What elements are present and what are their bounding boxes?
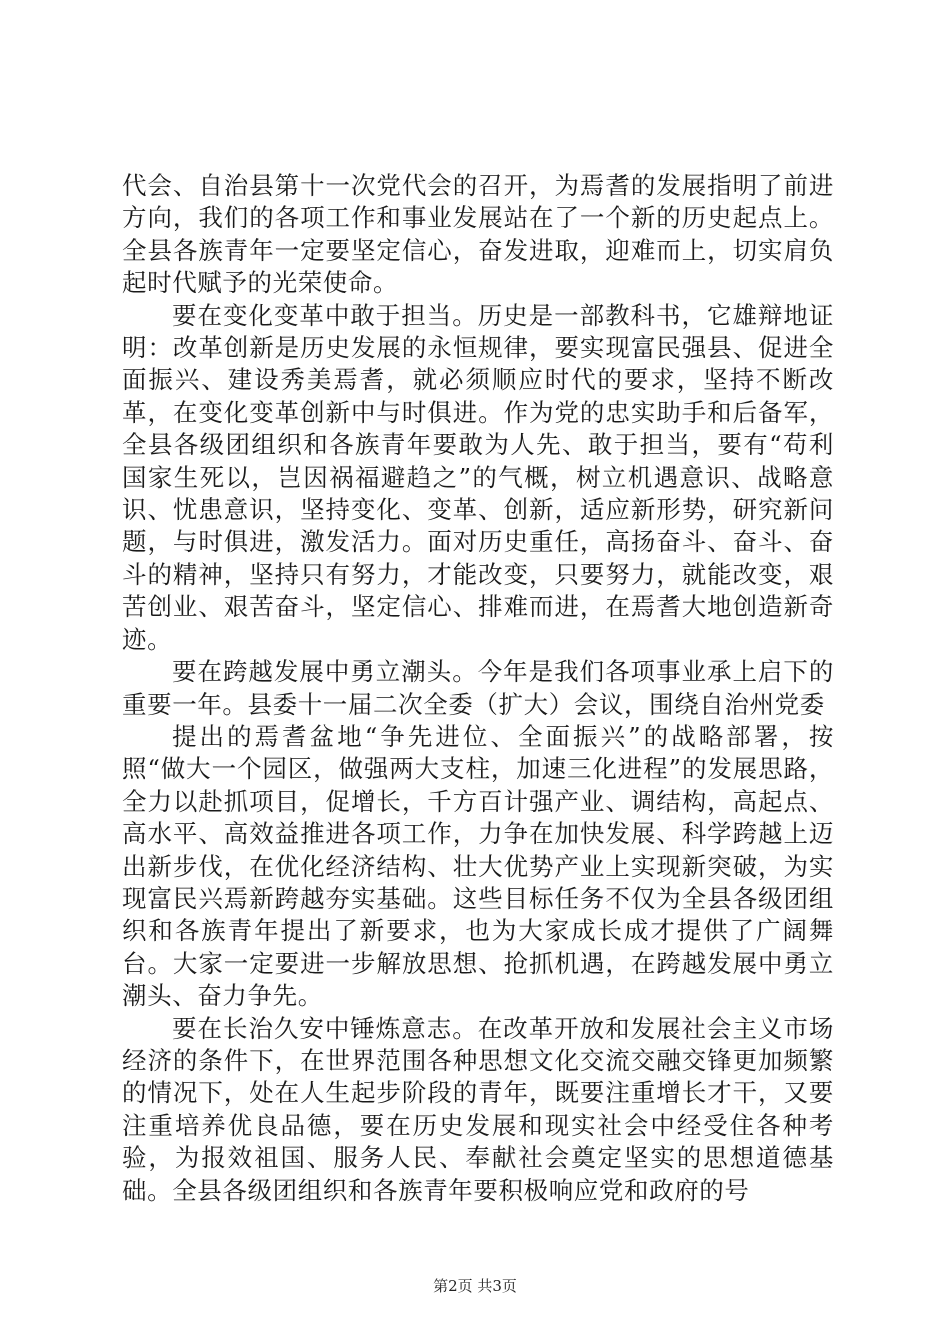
- page-number-footer: 第2页 共3页: [433, 1277, 517, 1295]
- paragraph-development: 要在跨越发展中勇立潮头。今年是我们各项事业承上启下的重要一年。县委十一届二次全委（扩大）会议，围绕自治州党委: [122, 657, 834, 719]
- paragraph-strategy: 提出的焉耆盆地“争先进位、全面振兴”的战略部署，按照“做大一个园区，做强两大支柱，加速三化进程”的发展思路，全力以赴抓项目，促增长，千方百计强产业、调结构，高起点、高水平、高效益推进各项工作，力争在加快发展、科学跨越上迈出新步伐，在优化经济结构、壮大优势产业上实现新突破，为实现富民兴焉新跨越夯实基础。这些目标任务不仅为全县各级团组织和各族青年提出了新要求，也为大家成长成才提供了广阔舞台。大家一定要进一步解放思想、抢抓机遇，在跨越发展中勇立潮头、奋力争先。: [122, 721, 834, 1011]
- paragraph-reform: 要在变化变革中敢于担当。历史是一部教科书，它雄辩地证明：改革创新是历史发展的永恒规律，要实现富民强县、促进全面振兴、建设秀美焉耆，就必须顺应时代的要求，坚持不断改革，在变化变革创新中与时俱进。作为党的忠实助手和后备军，全县各级团组织和各族青年要敢为人先、敢于担当，要有“苟利国家生死以，岂因祸福避趋之”的气概，树立机遇意识、战略意识、忧患意识，坚持变化、变革、创新，适应新形势，研究新问题，与时俱进，激发活力。面对历史重任，高扬奋斗、奋斗、奋斗的精神，坚持只有努力，才能改变，只要努力，就能改变，艰苦创业、艰苦奋斗，坚定信心、排难而进，在焉耆大地创造新奇迹。: [122, 300, 834, 654]
- paragraph-continuation: 代会、自治县第十一次党代会的召开，为焉耆的发展指明了前进方向，我们的各项工作和事业发展站在了一个新的历史起点上。全县各族青年一定要坚定信心，奋发进取，迎难而上，切实肩负起时代赋予的光荣使命。: [122, 171, 834, 298]
- document-body: [122, 170, 834, 1207]
- paragraph-stability: 要在长治久安中锤炼意志。在改革开放和发展社会主义市场经济的条件下，在世界范围各种思想文化交流交融交锋更加频繁的情况下，处在人生起步阶段的青年，既要注重增长才干，又要注重培养优良品德，要在历史发展和现实社会中经受住各种考验，为报效祖国、服务人民、奉献社会奠定坚实的思想道德基础。全县各级团组织和各族青年要积极响应党和政府的号: [122, 1013, 834, 1205]
